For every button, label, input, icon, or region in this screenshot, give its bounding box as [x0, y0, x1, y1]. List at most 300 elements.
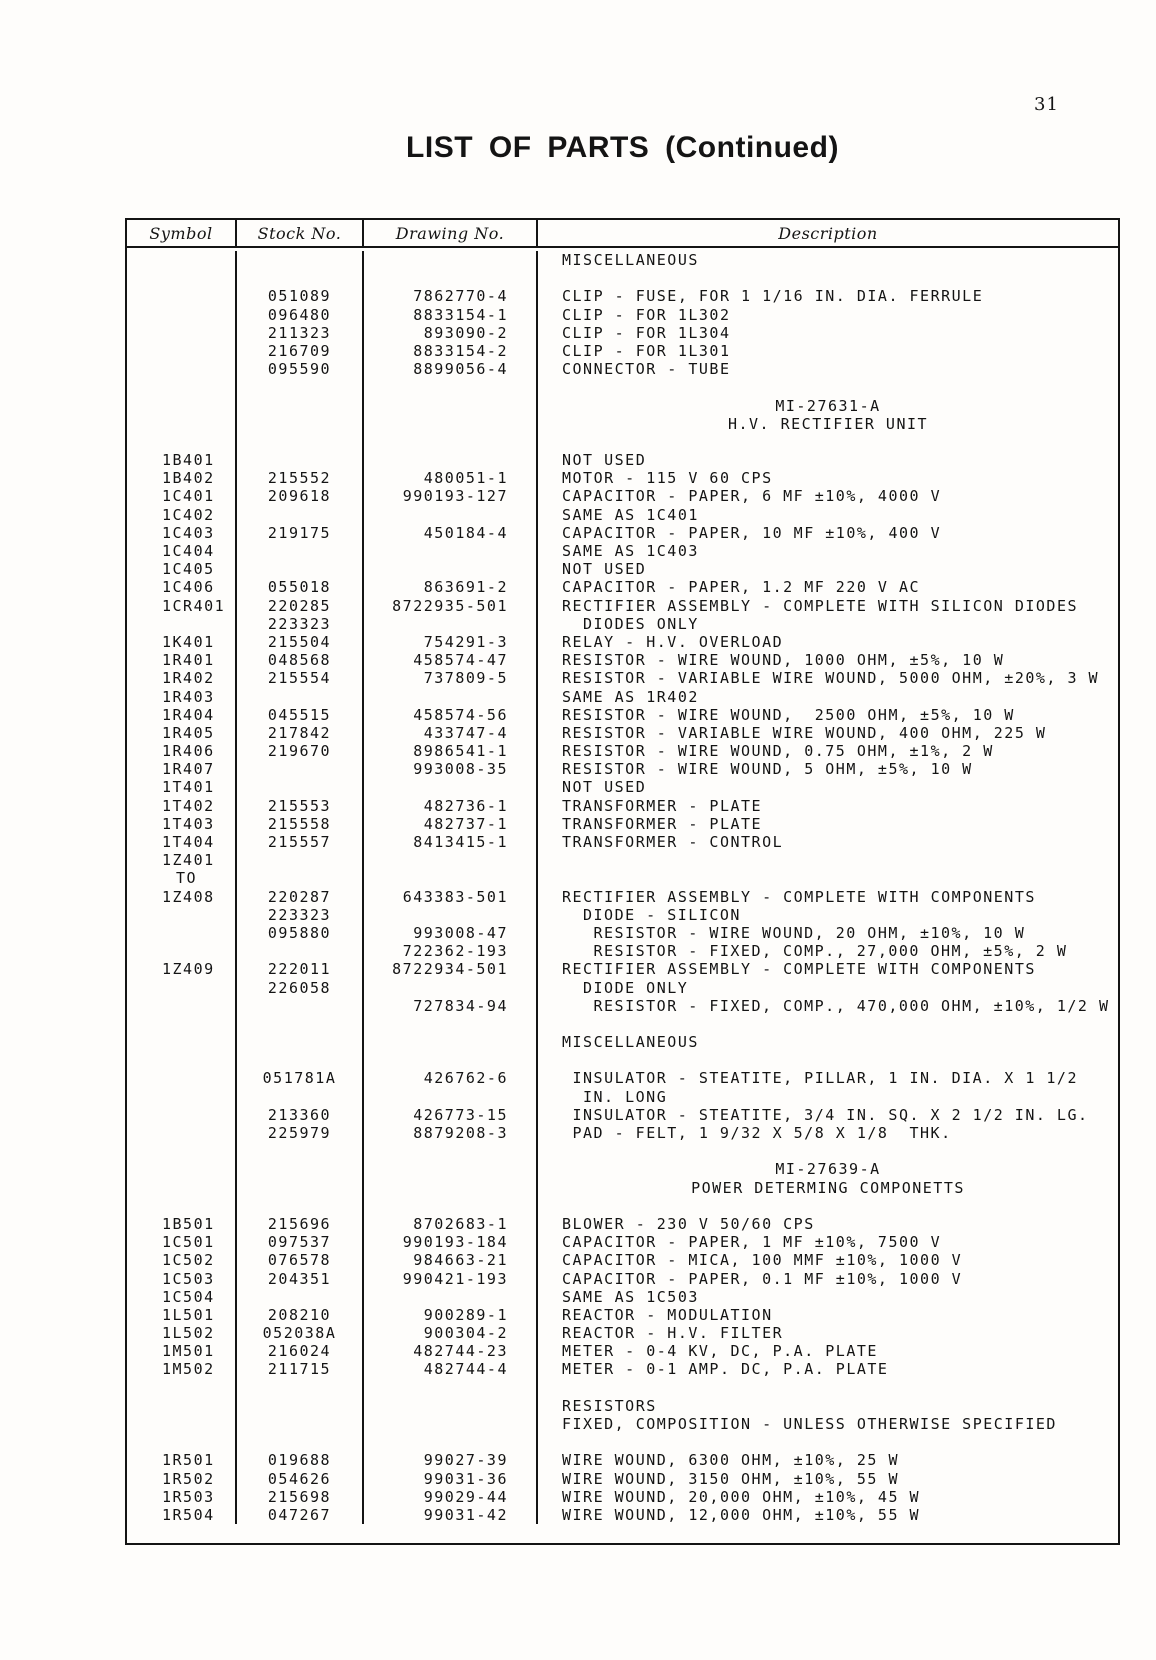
drawing-no-cell: 754291-3 — [364, 633, 538, 651]
table-row — [127, 433, 1118, 451]
description-cell: DIODE ONLY — [583, 978, 689, 997]
drawing-no-cell: 450184-4 — [364, 524, 538, 542]
drawing-no-cell — [364, 1051, 538, 1069]
symbol-cell: 1R407 — [127, 760, 237, 778]
description-cell: CAPACITOR - PAPER, 1.2 MF 220 V AC — [562, 578, 921, 597]
stock-no-cell — [237, 1197, 364, 1215]
symbol-cell — [127, 1179, 237, 1197]
stock-no-cell — [237, 1433, 364, 1451]
stock-no-cell: 209618 — [237, 487, 364, 505]
drawing-no-cell — [364, 1142, 538, 1160]
symbol-cell — [127, 906, 237, 924]
table-row — [127, 1506, 1118, 1524]
table-row — [127, 724, 1118, 742]
symbol-cell: TO — [127, 869, 237, 887]
description-cell: RESISTORS — [562, 1396, 657, 1415]
table-row — [127, 1233, 1118, 1251]
drawing-no-cell — [364, 451, 538, 469]
description-cell — [538, 869, 1118, 887]
drawing-no-cell: 993008-47 — [364, 924, 538, 942]
drawing-no-cell — [364, 906, 538, 924]
symbol-cell — [127, 979, 237, 997]
description-cell: CAPACITOR - PAPER, 10 MF ±10%, 400 V — [562, 523, 942, 542]
stock-no-cell: 204351 — [237, 1270, 364, 1288]
symbol-cell: 1C401 — [127, 487, 237, 505]
stock-no-cell: 055018 — [237, 578, 364, 596]
stock-no-cell — [237, 1051, 364, 1069]
description-cell — [538, 1142, 1118, 1160]
table-row — [127, 1179, 1118, 1197]
symbol-cell: 1C504 — [127, 1288, 237, 1306]
symbol-cell — [127, 1106, 237, 1124]
drawing-no-cell — [364, 433, 538, 451]
table-row — [127, 869, 1118, 887]
table-row — [127, 942, 1118, 960]
symbol-cell: 1C404 — [127, 542, 237, 560]
stock-no-cell — [237, 251, 364, 269]
table-row — [127, 797, 1118, 815]
symbol-cell — [127, 1397, 237, 1415]
drawing-no-cell: 8722935-501 — [364, 597, 538, 615]
description-cell: METER - 0-4 KV, DC, P.A. PLATE — [562, 1342, 878, 1361]
table-header-row — [127, 220, 1118, 248]
stock-no-cell — [237, 397, 364, 415]
stock-no-cell: 095590 — [237, 360, 364, 378]
stock-no-cell: 095880 — [237, 924, 364, 942]
table-row — [127, 760, 1118, 778]
stock-no-cell: 216024 — [237, 1342, 364, 1360]
table-row — [127, 651, 1118, 669]
table-row — [127, 542, 1118, 560]
description-cell: FIXED, COMPOSITION - UNLESS OTHERWISE SPECIFIED — [562, 1415, 1057, 1433]
drawing-no-cell: 643383-501 — [364, 888, 538, 906]
stock-no-cell: 217842 — [237, 724, 364, 742]
stock-no-cell — [237, 433, 364, 451]
description-cell: NOT USED — [562, 560, 647, 579]
stock-no-cell: 097537 — [237, 1233, 364, 1251]
stock-no-cell: 045515 — [237, 706, 364, 724]
stock-no-cell: 226058 — [237, 979, 364, 997]
table-row — [127, 1488, 1118, 1506]
drawing-no-cell — [364, 1433, 538, 1451]
description-cell — [538, 1379, 1118, 1397]
description-cell: CLIP - FOR 1L301 — [562, 341, 731, 360]
symbol-cell: 1R501 — [127, 1451, 237, 1469]
description-cell: TRANSFORMER - CONTROL — [562, 833, 784, 851]
drawing-no-cell — [364, 1088, 538, 1106]
description-cell: NOT USED — [562, 778, 647, 797]
drawing-no-cell: 863691-2 — [364, 578, 538, 596]
description-cell: SAME AS 1R402 — [562, 687, 699, 706]
description-cell: H.V. RECTIFIER UNIT — [727, 414, 929, 433]
stock-no-cell: 222011 — [237, 960, 364, 978]
drawing-no-cell: 8879208-3 — [364, 1124, 538, 1142]
description-cell — [538, 1197, 1118, 1215]
description-cell — [538, 269, 1118, 287]
table-row — [127, 1033, 1118, 1051]
table-body — [127, 248, 1118, 1542]
drawing-no-cell — [364, 778, 538, 796]
page-title: LIST OF PARTS (Continued) — [406, 131, 839, 164]
drawing-no-cell — [364, 1397, 538, 1415]
symbol-cell — [127, 1379, 237, 1397]
description-cell: WIRE WOUND, 12,000 OHM, ±10%, 55 W — [562, 1505, 921, 1524]
description-cell: REACTOR - H.V. FILTER — [562, 1324, 784, 1343]
symbol-cell: 1C405 — [127, 560, 237, 578]
drawing-no-cell: 727834-94 — [364, 997, 538, 1015]
stock-no-cell — [237, 1088, 364, 1106]
table-row — [127, 597, 1118, 615]
description-cell: RESISTOR - FIXED, COMP., 27,000 OHM, ±5%, 2 W — [593, 942, 1068, 961]
description-cell: DIODES ONLY — [583, 614, 699, 633]
drawing-no-cell: 458574-47 — [364, 651, 538, 669]
symbol-cell — [127, 942, 237, 960]
symbol-cell: 1T402 — [127, 797, 237, 815]
symbol-cell — [127, 324, 237, 342]
drawing-no-cell — [364, 1179, 538, 1197]
drawing-no-cell — [364, 397, 538, 415]
symbol-cell — [127, 1069, 237, 1087]
drawing-no-cell — [364, 1160, 538, 1178]
drawing-no-cell: 900304-2 — [364, 1324, 538, 1342]
table-row — [127, 378, 1118, 396]
table-row — [127, 851, 1118, 869]
table-row — [127, 324, 1118, 342]
drawing-no-cell: 482744-23 — [364, 1342, 538, 1360]
table-row — [127, 469, 1118, 487]
table-row — [127, 1288, 1118, 1306]
column-header-stock-no: Stock No. — [237, 220, 364, 246]
table-row — [127, 833, 1118, 851]
table-row — [127, 506, 1118, 524]
stock-no-cell — [237, 869, 364, 887]
drawing-no-cell: 8833154-1 — [364, 306, 538, 324]
stock-no-cell: 220287 — [237, 888, 364, 906]
drawing-no-cell: 984663-21 — [364, 1251, 538, 1269]
stock-no-cell — [237, 778, 364, 796]
stock-no-cell: 215553 — [237, 797, 364, 815]
stock-no-cell: 215504 — [237, 633, 364, 651]
table-row — [127, 815, 1118, 833]
description-cell: SAME AS 1C503 — [562, 1287, 699, 1306]
symbol-cell: 1B401 — [127, 451, 237, 469]
description-cell: RESISTOR - WIRE WOUND, 2500 OHM, ±5%, 10 W — [562, 705, 1015, 724]
drawing-no-cell: 482736-1 — [364, 797, 538, 815]
table-row — [127, 1251, 1118, 1269]
drawing-no-cell: 482744-4 — [364, 1360, 538, 1378]
symbol-cell: 1R405 — [127, 724, 237, 742]
description-cell: RESISTOR - WIRE WOUND, 1000 OHM, ±5%, 10 W — [562, 651, 1005, 670]
description-cell: CAPACITOR - PAPER, 1 MF ±10%, 7500 V — [562, 1233, 942, 1252]
drawing-no-cell: 993008-35 — [364, 760, 538, 778]
description-cell: BLOWER - 230 V 50/60 CPS — [562, 1214, 815, 1233]
drawing-no-cell — [364, 1015, 538, 1033]
symbol-cell: 1Z408 — [127, 888, 237, 906]
column-header-description: Description — [778, 223, 878, 243]
table-row — [127, 397, 1118, 415]
drawing-no-cell — [364, 378, 538, 396]
symbol-cell — [127, 1015, 237, 1033]
symbol-cell: 1R403 — [127, 688, 237, 706]
table-row — [127, 1215, 1118, 1233]
description-cell: INSULATOR - STEATITE, 3/4 IN. SQ. X 2 1/2 IN. LG. — [572, 1105, 1089, 1124]
description-cell: WIRE WOUND, 3150 OHM, ±10%, 55 W — [562, 1469, 899, 1488]
drawing-no-cell: 8986541-1 — [364, 742, 538, 760]
stock-no-cell: 211715 — [237, 1360, 364, 1378]
drawing-no-cell: 482737-1 — [364, 815, 538, 833]
table-row — [127, 415, 1118, 433]
column-header-drawing-no: Drawing No. — [364, 220, 538, 246]
parts-table — [125, 218, 1120, 1545]
drawing-no-cell: 990193-184 — [364, 1233, 538, 1251]
drawing-no-cell — [364, 851, 538, 869]
description-cell: DIODE - SILICON — [583, 905, 741, 924]
stock-no-cell — [237, 1142, 364, 1160]
description-cell: TRANSFORMER - PLATE — [562, 796, 763, 815]
description-cell: REACTOR - MODULATION — [562, 1305, 773, 1324]
table-row — [127, 906, 1118, 924]
column-header-symbol: Symbol — [127, 220, 237, 246]
symbol-cell: 1R502 — [127, 1470, 237, 1488]
symbol-cell: 1C406 — [127, 578, 237, 596]
stock-no-cell: 215557 — [237, 833, 364, 851]
table-row — [127, 1415, 1118, 1433]
symbol-cell — [127, 251, 237, 269]
description-cell: RECTIFIER ASSEMBLY - COMPLETE WITH SILICON DIODES — [562, 596, 1079, 615]
symbol-cell — [127, 287, 237, 305]
description-cell: MOTOR - 115 V 60 CPS — [562, 469, 773, 488]
table-row — [127, 979, 1118, 997]
description-cell: POWER DETERMING COMPONETTS — [691, 1178, 965, 1197]
description-cell: RESISTOR - FIXED, COMP., 470,000 OHM, ±10%, 1/2 W — [593, 996, 1110, 1015]
drawing-no-cell — [364, 542, 538, 560]
drawing-no-cell: 99029-44 — [364, 1488, 538, 1506]
symbol-cell — [127, 1088, 237, 1106]
stock-no-cell: 215698 — [237, 1488, 364, 1506]
description-cell: CAPACITOR - MICA, 100 MMF ±10%, 1000 V — [562, 1251, 963, 1270]
table-row — [127, 924, 1118, 942]
symbol-cell — [127, 360, 237, 378]
drawing-no-cell — [364, 1379, 538, 1397]
symbol-cell — [127, 269, 237, 287]
table-row — [127, 287, 1118, 305]
table-row — [127, 1069, 1118, 1087]
description-cell: RECTIFIER ASSEMBLY - COMPLETE WITH COMPONENTS — [562, 960, 1036, 979]
drawing-no-cell: 8899056-4 — [364, 360, 538, 378]
description-cell: INSULATOR - STEATITE, PILLAR, 1 IN. DIA. X 1 1/2 — [572, 1069, 1078, 1088]
stock-no-cell: 215554 — [237, 669, 364, 687]
drawing-no-cell: 426773-15 — [364, 1106, 538, 1124]
description-cell: CONNECTOR - TUBE — [562, 360, 731, 379]
drawing-no-cell: 737809-5 — [364, 669, 538, 687]
stock-no-cell — [237, 415, 364, 433]
description-cell: RESISTOR - WIRE WOUND, 5 OHM, ±5%, 10 W — [562, 760, 973, 779]
symbol-cell — [127, 397, 237, 415]
description-cell: CLIP - FOR 1L302 — [562, 305, 731, 324]
stock-no-cell — [237, 851, 364, 869]
symbol-cell — [127, 997, 237, 1015]
table-row — [127, 1124, 1118, 1142]
stock-no-cell — [237, 1179, 364, 1197]
stock-no-cell: 219670 — [237, 742, 364, 760]
symbol-cell — [127, 1124, 237, 1142]
symbol-cell: 1R404 — [127, 706, 237, 724]
drawing-no-cell — [364, 251, 538, 269]
table-row — [127, 706, 1118, 724]
stock-no-cell — [237, 269, 364, 287]
table-row — [127, 1306, 1118, 1324]
table-row — [127, 451, 1118, 469]
symbol-cell: 1Z409 — [127, 960, 237, 978]
page-number: 31 — [1034, 94, 1059, 115]
table-row — [127, 251, 1118, 269]
drawing-no-cell — [364, 615, 538, 633]
symbol-cell: 1B501 — [127, 1215, 237, 1233]
description-cell: CAPACITOR - PAPER, 6 MF ±10%, 4000 V — [562, 487, 942, 506]
table-row — [127, 269, 1118, 287]
table-row — [127, 1142, 1118, 1160]
symbol-cell — [127, 924, 237, 942]
drawing-no-cell: 990193-127 — [364, 487, 538, 505]
table-row — [127, 1360, 1118, 1378]
table-row — [127, 1051, 1118, 1069]
stock-no-cell: 048568 — [237, 651, 364, 669]
table-row — [127, 1451, 1118, 1469]
stock-no-cell: 076578 — [237, 1251, 364, 1269]
stock-no-cell: 208210 — [237, 1306, 364, 1324]
symbol-cell: 1R406 — [127, 742, 237, 760]
stock-no-cell — [237, 506, 364, 524]
table-row — [127, 1324, 1118, 1342]
description-cell: CLIP - FUSE, FOR 1 1/16 IN. DIA. FERRULE — [562, 287, 984, 306]
stock-no-cell: 052038A — [237, 1324, 364, 1342]
drawing-no-cell: 433747-4 — [364, 724, 538, 742]
drawing-no-cell: 722362-193 — [364, 942, 538, 960]
drawing-no-cell — [364, 1288, 538, 1306]
stock-no-cell — [237, 1379, 364, 1397]
description-cell — [538, 851, 1118, 869]
stock-no-cell — [237, 1160, 364, 1178]
drawing-no-cell — [364, 269, 538, 287]
stock-no-cell: 051781A — [237, 1069, 364, 1087]
stock-no-cell: 215558 — [237, 815, 364, 833]
stock-no-cell — [237, 688, 364, 706]
stock-no-cell — [237, 560, 364, 578]
drawing-no-cell — [364, 1033, 538, 1051]
description-cell — [538, 433, 1118, 451]
table-row — [127, 1379, 1118, 1397]
drawing-no-cell: 99031-42 — [364, 1506, 538, 1524]
description-cell: RECTIFIER ASSEMBLY - COMPLETE WITH COMPONENTS — [562, 887, 1036, 906]
stock-no-cell — [237, 1288, 364, 1306]
description-cell: WIRE WOUND, 20,000 OHM, ±10%, 45 W — [562, 1487, 921, 1506]
stock-no-cell: 019688 — [237, 1451, 364, 1469]
description-cell: PAD - FELT, 1 9/32 X 5/8 X 1/8 THK. — [572, 1124, 952, 1142]
symbol-cell: 1R402 — [127, 669, 237, 687]
drawing-no-cell: 426762-6 — [364, 1069, 538, 1087]
symbol-cell — [127, 1433, 237, 1451]
table-row — [127, 360, 1118, 378]
symbol-cell: 1R503 — [127, 1488, 237, 1506]
symbol-cell: 1L501 — [127, 1306, 237, 1324]
stock-no-cell: 225979 — [237, 1124, 364, 1142]
symbol-cell: 1Z401 — [127, 851, 237, 869]
drawing-no-cell: 8833154-2 — [364, 342, 538, 360]
symbol-cell — [127, 306, 237, 324]
symbol-cell — [127, 415, 237, 433]
drawing-no-cell — [364, 1197, 538, 1215]
description-cell: MI-27639-A — [775, 1160, 881, 1179]
table-row — [127, 342, 1118, 360]
drawing-no-cell — [364, 688, 538, 706]
stock-no-cell — [237, 1415, 364, 1433]
description-cell: RESISTOR - VARIABLE WIRE WOUND, 5000 OHM, ±20%, 3 W — [562, 669, 1100, 688]
table-row — [127, 1470, 1118, 1488]
table-row — [127, 1342, 1118, 1360]
table-row — [127, 1088, 1118, 1106]
symbol-cell — [127, 1197, 237, 1215]
description-cell: WIRE WOUND, 6300 OHM, ±10%, 25 W — [562, 1451, 899, 1470]
table-row — [127, 997, 1118, 1015]
symbol-cell — [127, 1142, 237, 1160]
symbol-cell — [127, 342, 237, 360]
table-row — [127, 306, 1118, 324]
drawing-no-cell: 893090-2 — [364, 324, 538, 342]
stock-no-cell: 047267 — [237, 1506, 364, 1524]
stock-no-cell — [237, 942, 364, 960]
symbol-cell: 1C402 — [127, 506, 237, 524]
drawing-no-cell: 99027-39 — [364, 1451, 538, 1469]
symbol-cell: 1C403 — [127, 524, 237, 542]
stock-no-cell — [237, 451, 364, 469]
drawing-no-cell — [364, 415, 538, 433]
description-cell: SAME AS 1C401 — [562, 505, 699, 524]
table-row — [127, 778, 1118, 796]
symbol-cell — [127, 1415, 237, 1433]
stock-no-cell: 220285 — [237, 597, 364, 615]
stock-no-cell: 215696 — [237, 1215, 364, 1233]
stock-no-cell — [237, 1015, 364, 1033]
drawing-no-cell — [364, 1415, 538, 1433]
symbol-cell — [127, 1033, 237, 1051]
stock-no-cell — [237, 378, 364, 396]
symbol-cell: 1CR401 — [127, 597, 237, 615]
table-row — [127, 1270, 1118, 1288]
drawing-no-cell — [364, 560, 538, 578]
table-row — [127, 888, 1118, 906]
table-row — [127, 1015, 1118, 1033]
table-row — [127, 633, 1118, 651]
stock-no-cell: 051089 — [237, 287, 364, 305]
symbol-cell: 1C501 — [127, 1233, 237, 1251]
table-row — [127, 487, 1118, 505]
table-row — [127, 560, 1118, 578]
description-cell: NOT USED — [562, 451, 647, 470]
drawing-no-cell: 8702683-1 — [364, 1215, 538, 1233]
symbol-cell: 1R504 — [127, 1506, 237, 1524]
stock-no-cell — [237, 1397, 364, 1415]
symbol-cell: 1C503 — [127, 1270, 237, 1288]
symbol-cell: 1L502 — [127, 1324, 237, 1342]
stock-no-cell — [237, 997, 364, 1015]
stock-no-cell — [237, 1033, 364, 1051]
stock-no-cell: 096480 — [237, 306, 364, 324]
stock-no-cell — [237, 542, 364, 560]
table-row — [127, 960, 1118, 978]
description-cell: TRANSFORMER - PLATE — [562, 814, 763, 833]
stock-no-cell: 211323 — [237, 324, 364, 342]
description-cell: RESISTOR - WIRE WOUND, 20 OHM, ±10%, 10 W — [593, 923, 1026, 942]
